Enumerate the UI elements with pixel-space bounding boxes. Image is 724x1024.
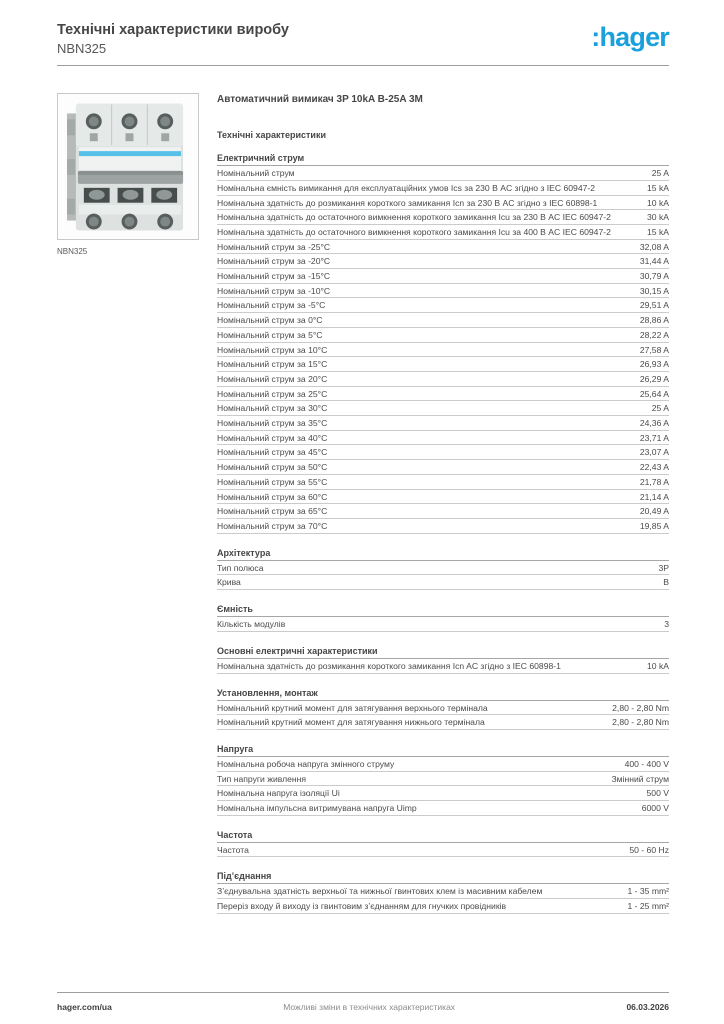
spec-row bbox=[217, 884, 669, 899]
spec-label: Номінальний струм за 55°C bbox=[217, 476, 328, 487]
spec-value: 50 - 60 Hz bbox=[629, 844, 669, 855]
spec-value: 21,78 A bbox=[639, 476, 669, 487]
footer-website: hager.com/ua bbox=[57, 1002, 112, 1012]
footer-date: 06.03.2026 bbox=[626, 1002, 669, 1012]
spec-value: B bbox=[663, 577, 669, 588]
spec-row bbox=[217, 659, 669, 674]
spec-value: 15 kA bbox=[647, 182, 669, 193]
spec-row bbox=[217, 561, 669, 576]
spec-value: 23,71 A bbox=[639, 432, 669, 443]
spec-label: З’єднувальна здатність верхньої та нижньої гвинтових клем із масивним кабелем bbox=[217, 886, 543, 897]
spec-value: 500 V bbox=[646, 788, 669, 799]
spec-value: 25 A bbox=[651, 168, 669, 179]
section-title: Архітектура bbox=[217, 548, 669, 561]
spec-label: Номінальний струм за 0°C bbox=[217, 315, 323, 326]
spec-value: 400 - 400 V bbox=[624, 758, 669, 769]
spec-label: Номінальний струм за 35°C bbox=[217, 418, 328, 429]
spec-row bbox=[217, 843, 669, 858]
spec-value: 25 A bbox=[651, 403, 669, 414]
spec-value: 32,08 A bbox=[639, 241, 669, 252]
spec-row bbox=[217, 701, 669, 716]
spec-row bbox=[217, 269, 669, 284]
spec-value: 31,44 A bbox=[639, 256, 669, 267]
spec-row bbox=[217, 801, 669, 816]
spec-row bbox=[217, 786, 669, 801]
spec-row bbox=[217, 284, 669, 299]
spec-label: Тип напруги живлення bbox=[217, 773, 307, 784]
spec-value: 10 kA bbox=[647, 660, 669, 671]
spec-label: Номінальна здатність до розмикання короткого замикання Icn AC згідно з IEC 60898-1 bbox=[217, 660, 561, 671]
spec-label: Номінальний струм за -25°C bbox=[217, 241, 331, 252]
spec-label: Номінальний струм за 10°C bbox=[217, 344, 328, 355]
spec-label: Кількість модулів bbox=[217, 619, 286, 630]
spec-label: Номінальний струм за 65°C bbox=[217, 506, 328, 517]
document-title: Технічні характеристики виробу bbox=[57, 22, 289, 38]
spec-value: 3P bbox=[658, 562, 669, 573]
spec-label: Номінальний струм за -20°C bbox=[217, 256, 331, 267]
spec-value: Змінний струм bbox=[611, 773, 669, 784]
spec-value: 30,79 A bbox=[639, 271, 669, 282]
spec-row bbox=[217, 387, 669, 402]
spec-label: Номінальний струм за -5°C bbox=[217, 300, 326, 311]
spec-label: Номінальний струм за 15°C bbox=[217, 359, 328, 370]
main-content bbox=[0, 66, 724, 914]
spec-row bbox=[217, 617, 669, 632]
spec-label: Номінальний струм за 25°C bbox=[217, 388, 328, 399]
spec-value: 20,49 A bbox=[639, 506, 669, 517]
spec-row bbox=[217, 225, 669, 240]
footer-row bbox=[57, 1002, 669, 1012]
section-title: Електричний струм bbox=[217, 153, 669, 166]
spec-value: 15 kA bbox=[647, 226, 669, 237]
spec-row bbox=[217, 715, 669, 730]
spec-row bbox=[217, 166, 669, 181]
spec-value: 19,85 A bbox=[639, 521, 669, 531]
spec-section bbox=[217, 646, 669, 674]
spec-label: Номінальний крутний момент для затягування нижнього термінала bbox=[217, 717, 485, 728]
spec-label: Номінальна ємність вимикання для експлуатаційних умов Ics за 230 В AC згідно з IEC 60947-2 bbox=[217, 182, 596, 193]
footer-divider bbox=[57, 992, 669, 993]
section-title: Основні електричні характеристики bbox=[217, 646, 669, 659]
spec-label: Номінальний струм за 70°C bbox=[217, 521, 328, 531]
spec-row bbox=[217, 357, 669, 372]
spec-value: 29,51 A bbox=[639, 300, 669, 311]
spec-label: Номінальна здатність до остаточного вимкнення короткого замикання Icu за 230 В AC IEC 60947-2 bbox=[217, 212, 611, 223]
spec-row bbox=[217, 254, 669, 269]
product-image-column bbox=[57, 93, 217, 914]
page-header bbox=[0, 0, 724, 56]
spec-section bbox=[217, 153, 669, 534]
spec-label: Номінальний крутний момент для затягування верхнього термінала bbox=[217, 702, 488, 713]
spec-label: Номінальна напруга ізоляції Ui bbox=[217, 788, 340, 799]
spec-value: 1 - 25 mm² bbox=[627, 901, 669, 912]
spec-label: Номінальна здатність до остаточного вимкнення короткого замикання Icu за 400 В AC IEC 60947-2 bbox=[217, 226, 611, 237]
spec-section bbox=[217, 548, 669, 590]
section-title: Ємність bbox=[217, 604, 669, 617]
spec-row bbox=[217, 519, 669, 534]
spec-row bbox=[217, 328, 669, 343]
specs-heading: Технічні характеристики bbox=[217, 130, 326, 141]
spec-row bbox=[217, 899, 669, 914]
spec-label: Номінальна імпульсна витримувана напруга Uimp bbox=[217, 803, 417, 814]
spec-value: 3 bbox=[664, 619, 669, 630]
spec-row bbox=[217, 475, 669, 490]
spec-section bbox=[217, 871, 669, 913]
spec-label: Номінальний струм за 20°C bbox=[217, 373, 328, 384]
spec-section bbox=[217, 830, 669, 858]
spec-row bbox=[217, 772, 669, 787]
spec-label: Номінальний струм за -10°C bbox=[217, 285, 331, 296]
section-title: Напруга bbox=[217, 744, 669, 757]
spec-row bbox=[217, 181, 669, 196]
section-title: Частота bbox=[217, 830, 669, 843]
spec-label: Частота bbox=[217, 844, 249, 855]
spec-value: 30 kA bbox=[647, 212, 669, 223]
spec-label: Тип полюса bbox=[217, 562, 264, 573]
spec-row bbox=[217, 401, 669, 416]
spec-value: 21,14 A bbox=[639, 491, 669, 502]
spec-value: 26,29 A bbox=[639, 373, 669, 384]
section-title: Установлення, монтаж bbox=[217, 688, 669, 701]
spec-row bbox=[217, 460, 669, 475]
spec-value: 27,58 A bbox=[639, 344, 669, 355]
spec-value: 30,15 A bbox=[639, 285, 669, 296]
spec-label: Номінальний струм за -15°C bbox=[217, 271, 331, 282]
product-title: Автоматичний вимикач 3P 10kA B-25A 3M bbox=[217, 94, 423, 106]
spec-row bbox=[217, 757, 669, 772]
spec-value: 10 kA bbox=[647, 197, 669, 208]
spec-row bbox=[217, 298, 669, 313]
spec-value: 22,43 A bbox=[639, 462, 669, 473]
hager-logo: :hager bbox=[591, 22, 669, 52]
spec-row bbox=[217, 431, 669, 446]
spec-value: 24,36 A bbox=[639, 418, 669, 429]
spec-value: 28,22 A bbox=[639, 329, 669, 340]
product-image-caption: NBN325 bbox=[57, 247, 88, 257]
spec-label: Переріз входу й виходу із гвинтовим з’єднанням для гнучких провідників bbox=[217, 901, 507, 912]
spec-row bbox=[217, 313, 669, 328]
header-text bbox=[57, 21, 289, 56]
spec-value: 2,80 - 2,80 Nm bbox=[612, 702, 669, 713]
spec-value: 26,93 A bbox=[639, 359, 669, 370]
footer-disclaimer: Можливі зміни в технічних характеристиках bbox=[283, 1002, 456, 1012]
spec-value: 6000 V bbox=[641, 803, 669, 814]
spec-row bbox=[217, 445, 669, 460]
spec-value: 1 - 35 mm² bbox=[627, 886, 669, 897]
product-image-frame bbox=[57, 93, 199, 240]
spec-label: Номінальний струм за 45°C bbox=[217, 447, 328, 458]
spec-row bbox=[217, 210, 669, 225]
spec-label: Крива bbox=[217, 577, 241, 588]
spec-label: Номінальний струм за 40°C bbox=[217, 432, 328, 443]
spec-section bbox=[217, 688, 669, 730]
spec-value: 25,64 A bbox=[639, 388, 669, 399]
spec-row bbox=[217, 504, 669, 519]
page-footer bbox=[57, 992, 669, 1012]
spec-row bbox=[217, 372, 669, 387]
spec-row bbox=[217, 416, 669, 431]
spec-value: 28,86 A bbox=[639, 315, 669, 326]
spec-row bbox=[217, 343, 669, 358]
spec-value: 2,80 - 2,80 Nm bbox=[612, 717, 669, 728]
section-title: Під’єднання bbox=[217, 871, 669, 884]
product-code: NBN325 bbox=[57, 41, 107, 57]
spec-label: Номінальна робоча напруга змінного струму bbox=[217, 758, 395, 769]
circuit-breaker-image bbox=[66, 101, 190, 233]
spec-label: Номінальний струм за 30°C bbox=[217, 403, 328, 414]
spec-section bbox=[217, 604, 669, 632]
spec-row bbox=[217, 575, 669, 590]
spec-label: Номінальний струм за 50°C bbox=[217, 462, 328, 473]
spec-value: 23,07 A bbox=[639, 447, 669, 458]
spec-row bbox=[217, 196, 669, 211]
spec-label: Номінальний струм bbox=[217, 168, 295, 179]
specs-column bbox=[217, 93, 669, 914]
spec-label: Номінальний струм за 5°C bbox=[217, 329, 323, 340]
spec-row bbox=[217, 490, 669, 505]
spec-sections bbox=[217, 153, 669, 914]
spec-section bbox=[217, 744, 669, 816]
spec-label: Номінальна здатність до розмикання короткого замикання Icn за 230 В AC згідно з IEC 60898-1 bbox=[217, 197, 598, 208]
spec-row bbox=[217, 240, 669, 255]
spec-label: Номінальний струм за 60°C bbox=[217, 491, 328, 502]
